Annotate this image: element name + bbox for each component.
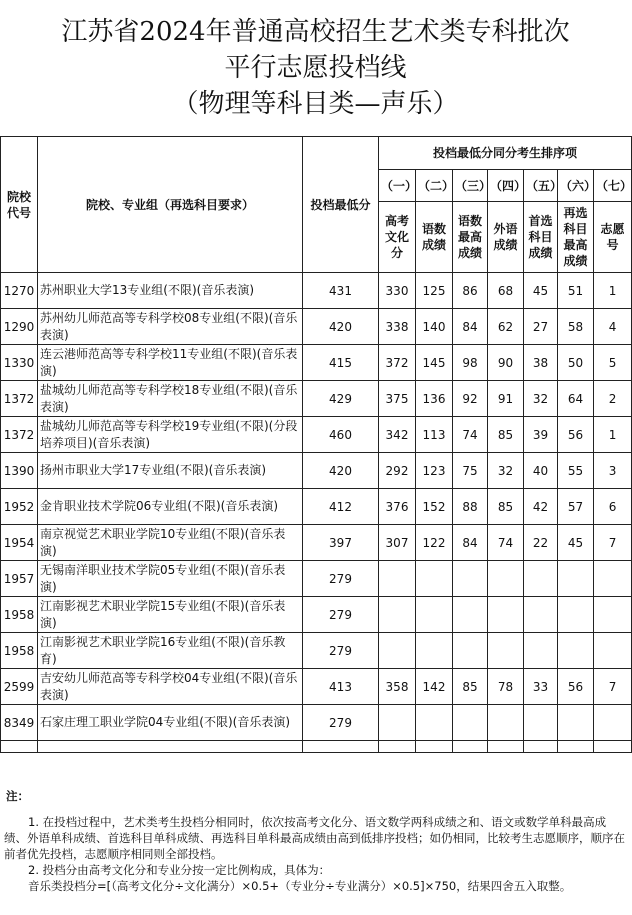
cell-min-score: 412 <box>303 489 379 525</box>
header-rank-item: 外语成绩 <box>488 202 524 273</box>
cell-rank-value: 5 <box>594 345 632 381</box>
cell-rank-value <box>558 561 594 597</box>
cell-min-score: 279 <box>303 705 379 741</box>
cell-group-name: 金肯职业技术学院06专业组(不限)(音乐表演) <box>38 489 303 525</box>
cell-code: 1957 <box>1 561 38 597</box>
cell-rank-value: 125 <box>416 273 453 309</box>
cell-rank-value: 307 <box>379 525 416 561</box>
cell-code: 2599 <box>1 669 38 705</box>
cell-rank-value <box>453 561 488 597</box>
table-row <box>1 633 632 669</box>
cell-rank-value: 85 <box>453 669 488 705</box>
cell-rank-value <box>416 705 453 741</box>
note-paragraph-3: 音乐类投档分=[（高考文化分÷文化满分）×0.5+（专业分÷专业满分）×0.5]×750，结果四舍五入取整。 <box>28 879 572 893</box>
cell-empty <box>453 741 488 753</box>
table-row <box>1 669 632 705</box>
cell-rank-value: 372 <box>379 345 416 381</box>
cell-rank-value <box>524 633 558 669</box>
cell-rank-value: 6 <box>594 489 632 525</box>
cell-code: 8349 <box>1 705 38 741</box>
cell-rank-value: 57 <box>558 489 594 525</box>
cell-rank-value: 40 <box>524 453 558 489</box>
cell-rank-value: 58 <box>558 309 594 345</box>
header-rank-num: （六） <box>558 170 594 202</box>
cell-rank-value: 42 <box>524 489 558 525</box>
cell-empty <box>558 741 594 753</box>
cell-rank-value: 74 <box>453 417 488 453</box>
header-rank-item: 语数最高成绩 <box>453 202 488 273</box>
cell-code: 1958 <box>1 597 38 633</box>
cell-rank-value: 50 <box>558 345 594 381</box>
cell-rank-value <box>558 705 594 741</box>
table-row <box>1 561 632 597</box>
cell-group-name: 苏州职业大学13专业组(不限)(音乐表演) <box>38 273 303 309</box>
page-title-line1: 江苏省2024年普通高校招生艺术类专科批次 <box>61 17 570 47</box>
header-rank-item: 再选科目最高成绩 <box>558 202 594 273</box>
cell-rank-value: 358 <box>379 669 416 705</box>
cell-rank-value: 27 <box>524 309 558 345</box>
cell-min-score: 279 <box>303 633 379 669</box>
cell-rank-value: 330 <box>379 273 416 309</box>
cell-rank-value: 113 <box>416 417 453 453</box>
cell-empty <box>1 741 38 753</box>
cell-rank-value <box>416 561 453 597</box>
cell-rank-value: 92 <box>453 381 488 417</box>
cell-code: 1372 <box>1 381 38 417</box>
cell-rank-value: 85 <box>488 417 524 453</box>
cell-rank-value: 7 <box>594 525 632 561</box>
cell-rank-value <box>488 561 524 597</box>
cell-rank-value <box>524 597 558 633</box>
cell-rank-value: 68 <box>488 273 524 309</box>
cell-rank-value <box>453 705 488 741</box>
cell-rank-value: 98 <box>453 345 488 381</box>
cell-rank-value <box>488 705 524 741</box>
notes-section <box>0 770 631 894</box>
header-rank-num: （二） <box>416 170 453 202</box>
cell-rank-value: 38 <box>524 345 558 381</box>
cell-rank-value: 136 <box>416 381 453 417</box>
cell-min-score: 413 <box>303 669 379 705</box>
admission-table <box>0 136 632 753</box>
header-rank-item: 首选科目成绩 <box>524 202 558 273</box>
cell-rank-value: 56 <box>558 417 594 453</box>
cell-min-score: 415 <box>303 345 379 381</box>
cell-rank-value: 91 <box>488 381 524 417</box>
cell-rank-value <box>558 597 594 633</box>
cell-rank-value <box>594 597 632 633</box>
cell-rank-value: 142 <box>416 669 453 705</box>
cell-rank-value: 45 <box>524 273 558 309</box>
cell-group-name: 江南影视艺术职业学院15专业组(不限)(音乐表演) <box>38 597 303 633</box>
cell-min-score: 420 <box>303 309 379 345</box>
header-group: 院校、专业组（再选科目要求） <box>38 137 303 273</box>
cell-min-score: 420 <box>303 453 379 489</box>
cell-rank-value: 123 <box>416 453 453 489</box>
cell-group-name: 石家庄理工职业学院04专业组(不限)(音乐表演) <box>38 705 303 741</box>
table-row <box>1 417 632 453</box>
cell-rank-value: 74 <box>488 525 524 561</box>
cell-rank-value <box>524 561 558 597</box>
cell-rank-value: 75 <box>453 453 488 489</box>
header-rank-item: 语数成绩 <box>416 202 453 273</box>
cell-rank-value: 85 <box>488 489 524 525</box>
cell-rank-value <box>379 705 416 741</box>
cell-rank-value: 1 <box>594 273 632 309</box>
table-row <box>1 345 632 381</box>
cell-empty <box>416 741 453 753</box>
cell-rank-value: 84 <box>453 309 488 345</box>
cell-rank-value: 86 <box>453 273 488 309</box>
cell-rank-value <box>488 597 524 633</box>
header-rank-item: 高考文化分 <box>379 202 416 273</box>
cell-rank-value: 1 <box>594 417 632 453</box>
notes-heading: 注： <box>6 789 29 803</box>
page-title-line3: （物理等科目类—声乐） <box>172 89 459 119</box>
cell-rank-value: 56 <box>558 669 594 705</box>
cell-rank-value <box>379 633 416 669</box>
cell-rank-value: 32 <box>488 453 524 489</box>
cell-code: 1390 <box>1 453 38 489</box>
cell-rank-value <box>594 705 632 741</box>
cell-rank-value <box>453 633 488 669</box>
cell-empty <box>488 741 524 753</box>
cell-rank-value: 22 <box>524 525 558 561</box>
cell-code: 1952 <box>1 489 38 525</box>
table-row <box>1 525 632 561</box>
cell-rank-value: 140 <box>416 309 453 345</box>
table-row <box>1 489 632 525</box>
cell-rank-value: 55 <box>558 453 594 489</box>
cell-code: 1372 <box>1 417 38 453</box>
note-paragraph-2: 2. 投档分由高考文化分和专业分按一定比例构成，具体为： <box>28 863 331 877</box>
table-row <box>1 597 632 633</box>
table-row <box>1 453 632 489</box>
header-rank-num: （一） <box>379 170 416 202</box>
cell-rank-value: 375 <box>379 381 416 417</box>
cell-min-score: 460 <box>303 417 379 453</box>
cell-empty <box>38 741 303 753</box>
header-rank-num: （四） <box>488 170 524 202</box>
cell-rank-value: 84 <box>453 525 488 561</box>
cell-rank-value <box>594 561 632 597</box>
cell-empty <box>594 741 632 753</box>
header-rank-num: （三） <box>453 170 488 202</box>
cell-rank-value <box>558 633 594 669</box>
table-row <box>1 381 632 417</box>
cell-rank-value: 2 <box>594 381 632 417</box>
cell-group-name: 无锡南洋职业技术学院05专业组(不限)(音乐表演) <box>38 561 303 597</box>
cell-min-score: 397 <box>303 525 379 561</box>
cell-min-score: 429 <box>303 381 379 417</box>
cell-rank-value: 62 <box>488 309 524 345</box>
cell-rank-value: 32 <box>524 381 558 417</box>
cell-rank-value <box>453 597 488 633</box>
cell-rank-value <box>416 597 453 633</box>
cell-code: 1290 <box>1 309 38 345</box>
cell-empty <box>303 741 379 753</box>
cell-rank-value: 4 <box>594 309 632 345</box>
cell-group-name: 盐城幼儿师范高等专科学校18专业组(不限)(音乐表演) <box>38 381 303 417</box>
cell-rank-value <box>524 705 558 741</box>
cell-code: 1958 <box>1 633 38 669</box>
header-rank-item: 志愿号 <box>594 202 632 273</box>
cell-rank-value: 33 <box>524 669 558 705</box>
table-row <box>1 309 632 345</box>
cell-group-name: 扬州市职业大学17专业组(不限)(音乐表演) <box>38 453 303 489</box>
cell-min-score: 279 <box>303 597 379 633</box>
cell-group-name: 南京视觉艺术职业学院10专业组(不限)(音乐表演) <box>38 525 303 561</box>
cell-rank-value: 64 <box>558 381 594 417</box>
header-rank-num: （七） <box>594 170 632 202</box>
table-row <box>1 705 632 741</box>
table-row <box>1 273 632 309</box>
cell-rank-value: 45 <box>558 525 594 561</box>
cell-rank-value: 145 <box>416 345 453 381</box>
cell-group-name: 盐城幼儿师范高等专科学校19专业组(不限)(分段培养项目)(音乐表演) <box>38 417 303 453</box>
cell-rank-value <box>379 597 416 633</box>
header-rank-num: （五） <box>524 170 558 202</box>
note-paragraph-1: 1. 在投档过程中，艺术类考生投档分相同时，依次按高考文化分、语文数学两科成绩之和、语文或数学单科最高成绩、外语单科成绩、首选科目单科成绩、再选科目单科最高成绩由高到低排序投档；如仍相同，比较考生志愿顺序，顺序在前者优先投档，志愿顺序相同则全部投档。 <box>4 815 625 861</box>
cell-rank-value: 338 <box>379 309 416 345</box>
cell-rank-value: 122 <box>416 525 453 561</box>
cell-code: 1954 <box>1 525 38 561</box>
header-min: 投档最低分 <box>303 137 379 273</box>
cell-group-name: 苏州幼儿师范高等专科学校08专业组(不限)(音乐表演) <box>38 309 303 345</box>
cell-group-name: 吉安幼儿师范高等专科学校04专业组(不限)(音乐表演) <box>38 669 303 705</box>
cell-rank-value: 90 <box>488 345 524 381</box>
cell-empty <box>379 741 416 753</box>
cell-rank-value: 3 <box>594 453 632 489</box>
cell-min-score: 431 <box>303 273 379 309</box>
cell-rank-value <box>594 633 632 669</box>
cell-rank-value: 376 <box>379 489 416 525</box>
cell-rank-value: 78 <box>488 669 524 705</box>
cell-rank-value: 342 <box>379 417 416 453</box>
header-code: 院校代号 <box>1 137 38 273</box>
cell-code: 1270 <box>1 273 38 309</box>
cell-rank-value: 7 <box>594 669 632 705</box>
cell-empty <box>524 741 558 753</box>
cell-rank-value: 292 <box>379 453 416 489</box>
table-row-blank <box>1 741 632 753</box>
cell-rank-value <box>416 633 453 669</box>
cell-code: 1330 <box>1 345 38 381</box>
cell-group-name: 江南影视艺术职业学院16专业组(不限)(音乐教育) <box>38 633 303 669</box>
cell-group-name: 连云港师范高等专科学校11专业组(不限)(音乐表演) <box>38 345 303 381</box>
cell-rank-value <box>488 633 524 669</box>
cell-rank-value <box>379 561 416 597</box>
page-title-line2: 平行志愿投档线 <box>224 53 407 83</box>
cell-rank-value: 51 <box>558 273 594 309</box>
cell-min-score: 279 <box>303 561 379 597</box>
header-rank-title: 投档最低分同分考生排序项 <box>379 137 632 170</box>
cell-rank-value: 88 <box>453 489 488 525</box>
cell-rank-value: 39 <box>524 417 558 453</box>
cell-rank-value: 152 <box>416 489 453 525</box>
